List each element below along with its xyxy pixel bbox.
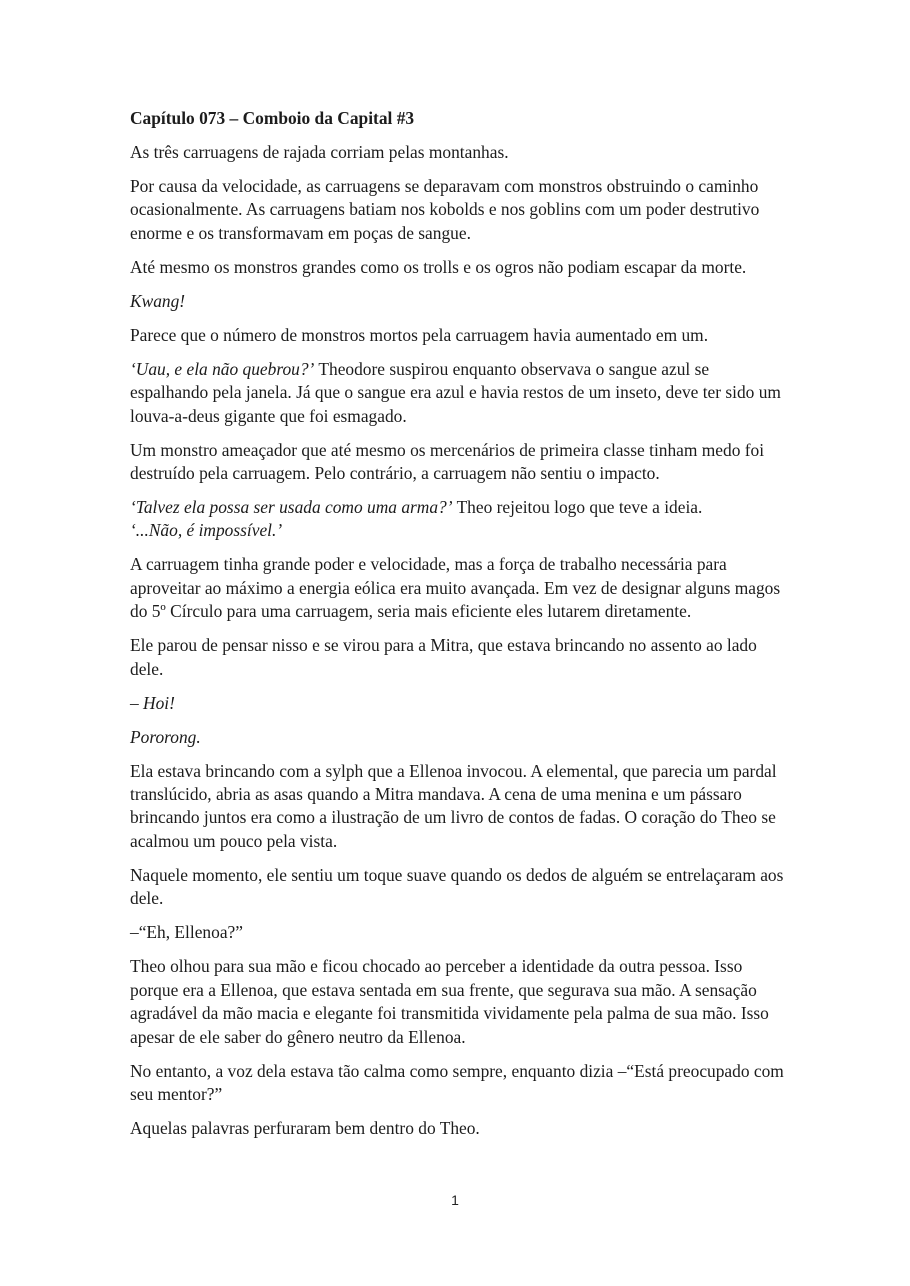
paragraph-dialogue: [130, 692, 785, 715]
document-body: [130, 107, 785, 1151]
paragraph: Ela estava brincando com a sylph que a Ellenoa invocou. A elemental, que parecia um pardal translúcido, abria as asas quando a Mitra mandava. A cena de uma menina e um pássaro brincando juntos era como a ilustração de um livro de contos de fadas. O coração do Theo se acalmou um pouco pela vista.: [130, 760, 777, 851]
dialogue-dash: –: [130, 692, 144, 713]
inner-thought: ‘Talvez ela possa ser usada como uma arma?’: [130, 497, 453, 518]
inner-thought: ‘...Não, é impossível.’: [130, 520, 283, 541]
paragraph-text: Theo rejeitou logo que teve a ideia.: [452, 497, 703, 518]
paragraph: Por causa da velocidade, as carruagens se deparavam com monstros obstruindo o caminho ocasionalmente. As carruagens batiam nos kobolds e nos goblins com um poder destrutivo enorme e os transformavam em poças de sangue.: [130, 176, 760, 243]
paragraph: Aquelas palavras perfuraram bem dentro do Theo.: [130, 1117, 480, 1138]
paragraph-dialogue: –“Eh, Ellenoa?”: [130, 922, 243, 943]
paragraph-sound-effect: [130, 726, 785, 749]
paragraph: Ele parou de pensar nisso e se virou para a Mitra, que estava brincando no assento ao lado dele.: [130, 635, 757, 679]
sound-effect-text: Kwang!: [130, 290, 186, 311]
page-number: 1: [451, 1192, 459, 1208]
paragraph-with-thought: [130, 358, 785, 428]
paragraph-sound-effect: [130, 290, 785, 313]
paragraph: Parece que o número de monstros mortos pela carruagem havia aumentado em um.: [130, 324, 709, 345]
paragraph: Um monstro ameaçador que até mesmo os mercenários de primeira classe tinham medo foi destruído pela carruagem. Pelo contrário, a carruagem não sentiu o impacto.: [130, 439, 765, 484]
paragraph-text: Theodore suspirou enquanto observava o sangue azul se espalhando pela janela. Já que o sangue era azul e havia restos de um inseto, deve ter sido um louva-a-deus gigante que foi esmagado.: [130, 358, 781, 426]
dialogue-text: Hoi!: [143, 692, 175, 713]
paragraph-with-thought: [130, 496, 785, 543]
paragraph: A carruagem tinha grande poder e velocidade, mas a força de trabalho necessária para aproveitar ao máximo a energia eólica era muito avançada. Em vez de designar alguns magos do 5º Círculo para uma carruagem, seria mais eficiente eles lutarem diretamente.: [130, 554, 781, 622]
paragraph: Naquele momento, ele sentiu um toque suave quando os dedos de alguém se entrelaçaram aos dele.: [130, 864, 784, 909]
inner-thought: ‘Uau, e ela não quebrou?’: [130, 358, 315, 379]
sound-effect-text: Pororong.: [130, 726, 201, 747]
paragraph: No entanto, a voz dela estava tão calma como sempre, enquanto dizia –“Está preocupado com seu mentor?”: [130, 1060, 784, 1104]
paragraph: Até mesmo os monstros grandes como os trolls e os ogros não podiam escapar da morte.: [130, 256, 747, 277]
paragraph: As três carruagens de rajada corriam pelas montanhas.: [130, 142, 509, 162]
chapter-title: Capítulo 073 – Comboio da Capital #3: [130, 108, 415, 128]
paragraph: Theo olhou para sua mão e ficou chocado ao perceber a identidade da outra pessoa. Isso porque era a Ellenoa, que estava sentada em sua frente, que segurava sua mão. A sensação agradável da mão macia e elegante foi transmitida vividamente pela palma de sua mão. Isso apesar de ele saber do gênero neutro da Ellenoa.: [130, 956, 769, 1047]
